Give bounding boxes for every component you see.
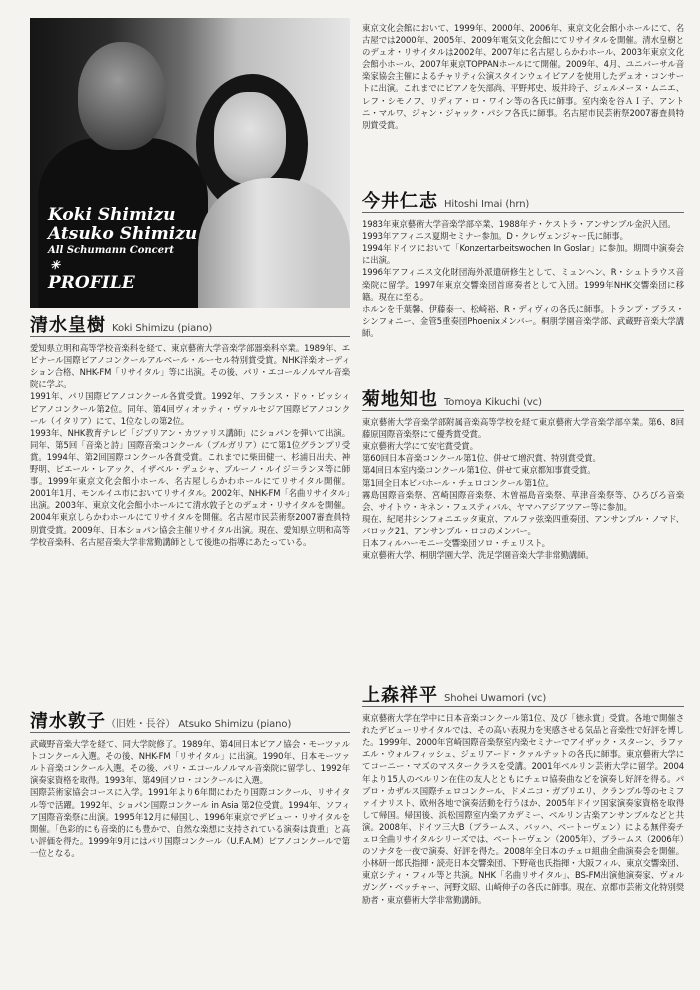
profile-koki	[30, 315, 350, 548]
koki-paragraph-2: 1991年、パリ国際ピアノコンクール各賞受賞。1992年、フランス・ドゥ・ピッシィピアノコンクール第2位。同年、第4回ヴィオッティ・ヴァルセジア国際ピアノコンクール（イタリア）にて、1位なしの第2位。	[30, 391, 350, 426]
atsuko-name-jp: 清水敦子	[30, 711, 106, 732]
koki-paragraph-3: 1993年、NHK教育テレビ「ジブリアン・カツァリス講師」にショパンを弾いて出演。同年、第5回「音楽と詩」国際音楽コンクール（ブルガリア）にて第1位グランプリ受賞。1994年、第2回国際コンクール各賞受賞。これまでに柴田健一、杉浦日出夫、神野明、ピエール・レアック、イザベル・デュシャ、ブルーノ・ルイジ＝ランヌ等に師事。1999年東京文化会館小ホール、名古屋しらかわホールにてリサイタル開催。2001年1月、モンルイユ市においてリサイタル。2002年、NHK-FM「名曲リサイタル」出演。2003年、東京文化会館小ホールにて清水敦子とのデュオ・リサイタルを開催。2004年東京しらかわホールにてリサイタルを開催。名古屋市民芸術祭2007審査員特別賞受賞。2009年、日本ショパン協会主催リサイタル出演。現在、愛知県立明和高等学校音楽科、名古屋音楽大学非常勤講師として後進の指導にあたっている。	[30, 427, 350, 547]
imai-paragraph-2: 1993年アフィニス夏期セミナー参加。D・クレヴェンジャー氏に師事。	[362, 231, 628, 242]
atsuko-continued	[362, 22, 684, 131]
kikuchi-paragraph-4: 第4回日本室内楽コンクール第1位、併せて東京都知事賞受賞。	[362, 465, 596, 476]
uwamori-heading	[362, 685, 684, 707]
kikuchi-paragraph-3: 第60回日本音楽コンクール第1位、併せて増沢賞、特別賞受賞。	[362, 453, 601, 464]
kikuchi-paragraph-6: 霧島国際音楽祭、宮崎国際音楽祭、木曽福島音楽祭、草津音楽祭等、ひろびろ音楽会、サイトウ・キネン・フェスティバル、ヤマハアジアツアー等に参加。	[362, 489, 684, 512]
kikuchi-name-en: Tomoya Kikuchi (vc)	[444, 397, 542, 408]
profile-atsuko	[30, 711, 350, 859]
imai-paragraph-3: 1994年ドイツにおいて「Konzertarbeitswochen In Goslar」に参加。期間中演奏会に出演。	[362, 243, 684, 266]
atsuko-paragraph-2: 国際芸術家協会コースに入学。1991年より6年間にわたり国際コンクール、リサイタル等で活躍。1992年、ショパン国際コンクール in Asia 第2位受賞。1994年、ソフィア国際音楽祭に出演。1995年12月に帰国し、1996年東京でデビュー・リサイタルを開催。「色彩的にも音楽的にも豊かで、自然な楽想に支持されている演奏は貴重」と高い評価を得た。1999年9月にはパリ国際コンクール（U.F.A.M）ピアノコンクールで第一位となる。	[30, 787, 350, 858]
imai-paragraph-1: 1983年東京藝術大学音楽学部卒業、1988年テ・ケストラ・アンサンブル金沢入団。	[362, 219, 676, 230]
woman-face	[214, 92, 286, 184]
profile-uwamori	[362, 685, 684, 906]
uwamori-paragraph-1: 東京藝術大学在学中に日本音楽コンクール第1位、及び「徳永賞」受賞。各地で開催されたデビューリサイタルでは、その高い表現力を実感させる気品と音楽性で好評を博した。1999年、2000年宮崎国際音楽祭室内楽セミナーでアイザック・スターン、ラファエル・ウォルフィッシュ、ジェリアード・クァルテットの各氏に師事。東京藝術大学にてコーニー・マズのマスタークラスを受講。2001年ベルリン芸術大学に留学。2004年より15人のベルリン在住の友人とともにチェロ協奏曲などを演奏し好評を得る。パブロ・カザルス国際チェロコンクール、ドメニコ・ガブリエリ、クランブル等のセミファイナリスト、欧州各地で演奏活動を行うほか、2005年ドイツ国家演奏家資格を取得して帰国。帰国後、浜松国際室内楽アカデミー、ベルリン古楽アンサンブルなどと共演。2008年、ドイツ三大B（ブラームス、バッハ、ベートーヴェン）による無伴奏チェロ全曲リサイタルシリーズでは、ベートーヴェン（2005年）、ブラームス（2006年）のソナタを一夜で演奏、好評を得た。2008年全日本のチェロ組曲全曲演奏会を開催。小林研一郎氏指揮・読売日本交響楽団、下野竜也氏指揮・大阪フィル、東京交響楽団、東京シティ・フィル等と共演。NHK「名曲リサイタル」、BS-FM出演他演奏家、ヴォルガング・ベッチャー、河野文昭、山崎伸子の各氏に師事。現在、京都市芸術文化特別奨励者・東京藝術大学非常勤講師。	[362, 713, 684, 905]
profile-imai	[362, 191, 684, 339]
title-koki: Koki Shimizu	[48, 205, 176, 225]
woman-figure	[198, 178, 350, 308]
imai-name-jp: 今井仁志	[362, 191, 438, 212]
koki-name-jp: 清水皇樹	[30, 315, 106, 336]
photo-title	[48, 206, 197, 292]
title-atsuko: Atsuko Shimizu	[48, 223, 198, 244]
kikuchi-name-jp: 菊地知也	[362, 389, 438, 410]
profile-kikuchi	[362, 389, 684, 561]
kikuchi-paragraph-2: 東京藝術大学にて安宅賞受賞。	[362, 441, 478, 452]
kikuchi-paragraph-9: 東京藝術大学、桐朋学園大学、洗足学園音楽大学非常勤講師。	[362, 550, 594, 561]
koki-heading	[30, 315, 350, 337]
uwamori-name-en: Shohei Uwamori (vc)	[444, 693, 547, 704]
atsuko-name-sub: （旧姓・長谷）	[106, 719, 176, 730]
koki-paragraph-1: 愛知県立明和高等学校音楽科を経て、東京藝術大学音楽学部器楽科卒業。1989年、エピナール国際ピアノコンクールアルベール・ルーセル特別賞受賞。NHK洋楽オーディション合格、NHK-FM「リサイタル」等に出演。その後、パリ・エコールノルマル音楽院に学ぶ。	[30, 343, 350, 390]
star-icon: ✳	[50, 258, 61, 273]
concert-title: All Schumann Concert	[48, 245, 175, 257]
atsuko-paragraph-1: 武蔵野音楽大学を経て、同大学院修了。1989年、第4回日本ピアノ協会・モーツァルトコンクール入選。その後、NHK-FM「リサイタル」に出演。1990年、日本モーツァルト音楽コンクール入選。その後、パリ・エコールノルマル音楽院に留学し、1992年演奏家資格を取得。1993年、第49回ソロ・コンクールに入選。	[30, 739, 350, 786]
imai-paragraph-4: 1996年アフィニス文化財団海外派遣研修生として、ミュンヘン、R・シュトラウス音楽院に留学。1997年東京交響楽団首席奏者として入団。1999年NHK交響楽団に移籍。現在に至る。	[362, 267, 684, 302]
profile-label: PROFILE	[48, 272, 135, 293]
atsuko-continued-text: 東京文化会館において、1999年、2000年、2006年、東京文化会館小ホールにて、名古屋では2000年、2005年、2009年電気文化会館にてリサイタルを開催。清水皇樹とのデュオ・リサイタルは2002年、2007年に名古屋しらかわホール、2003年東京文化会館小ホール、2007年東京TOPPANホールにて開催。2009年、4月、ユニバーサル音楽家協会主催によるチャリティ公演スタインウェイピアノを使用したデュオ・コンサートに出演。これまでにピアノを矢部尚、平野邦史、坂井玲子、ジェルメーヌ・ムニエ、レフ・シモノフ、リディア・ロ・ワイン等の各氏に師事。室内楽を谷ＡＩ子、アントニ・マルワ、ジャン・ジャック・パシフ各氏に師事。名古屋市民芸術祭2007審査員特別賞受賞。	[362, 23, 684, 130]
hero-photo	[30, 18, 350, 308]
kikuchi-paragraph-1: 東京藝術大学音楽学部附属音楽高等学校を経て東京藝術大学音楽学部卒業。第6、8回藤原国際音楽祭にて優秀賞受賞。	[362, 417, 684, 440]
koki-name-en: Koki Shimizu (piano)	[112, 323, 213, 334]
imai-name-en: Hitoshi Imai (hrn)	[444, 199, 530, 210]
kikuchi-heading	[362, 389, 684, 411]
kikuchi-paragraph-7: 現在、紀尾井シンフォニエッタ東京、アルファ弦楽四重奏団、アンサンブル・ノマド、バロック21、アンサンブル・ロコのメンバー。	[362, 513, 684, 536]
atsuko-heading	[30, 711, 350, 733]
kikuchi-paragraph-8: 日本フィルハーモニー交響楽団ソロ・チェリスト。	[362, 538, 550, 549]
imai-paragraph-5: ホルンを千葉馨、伊藤泰一、松崎裕、R・ディヴィの各氏に師事。トランプ・ブラス・シンフォニー、金管5重奏団Phoenixメンバー。桐朋学園音楽学部、武蔵野音楽大学講師。	[362, 303, 684, 338]
imai-heading	[362, 191, 684, 213]
man-head	[78, 42, 166, 150]
uwamori-name-jp: 上森祥平	[362, 685, 438, 706]
atsuko-name-en: Atsuko Shimizu (piano)	[178, 719, 292, 730]
kikuchi-paragraph-5: 第1回全日本ビバホール・チェロコンクール第1位。	[362, 477, 554, 488]
